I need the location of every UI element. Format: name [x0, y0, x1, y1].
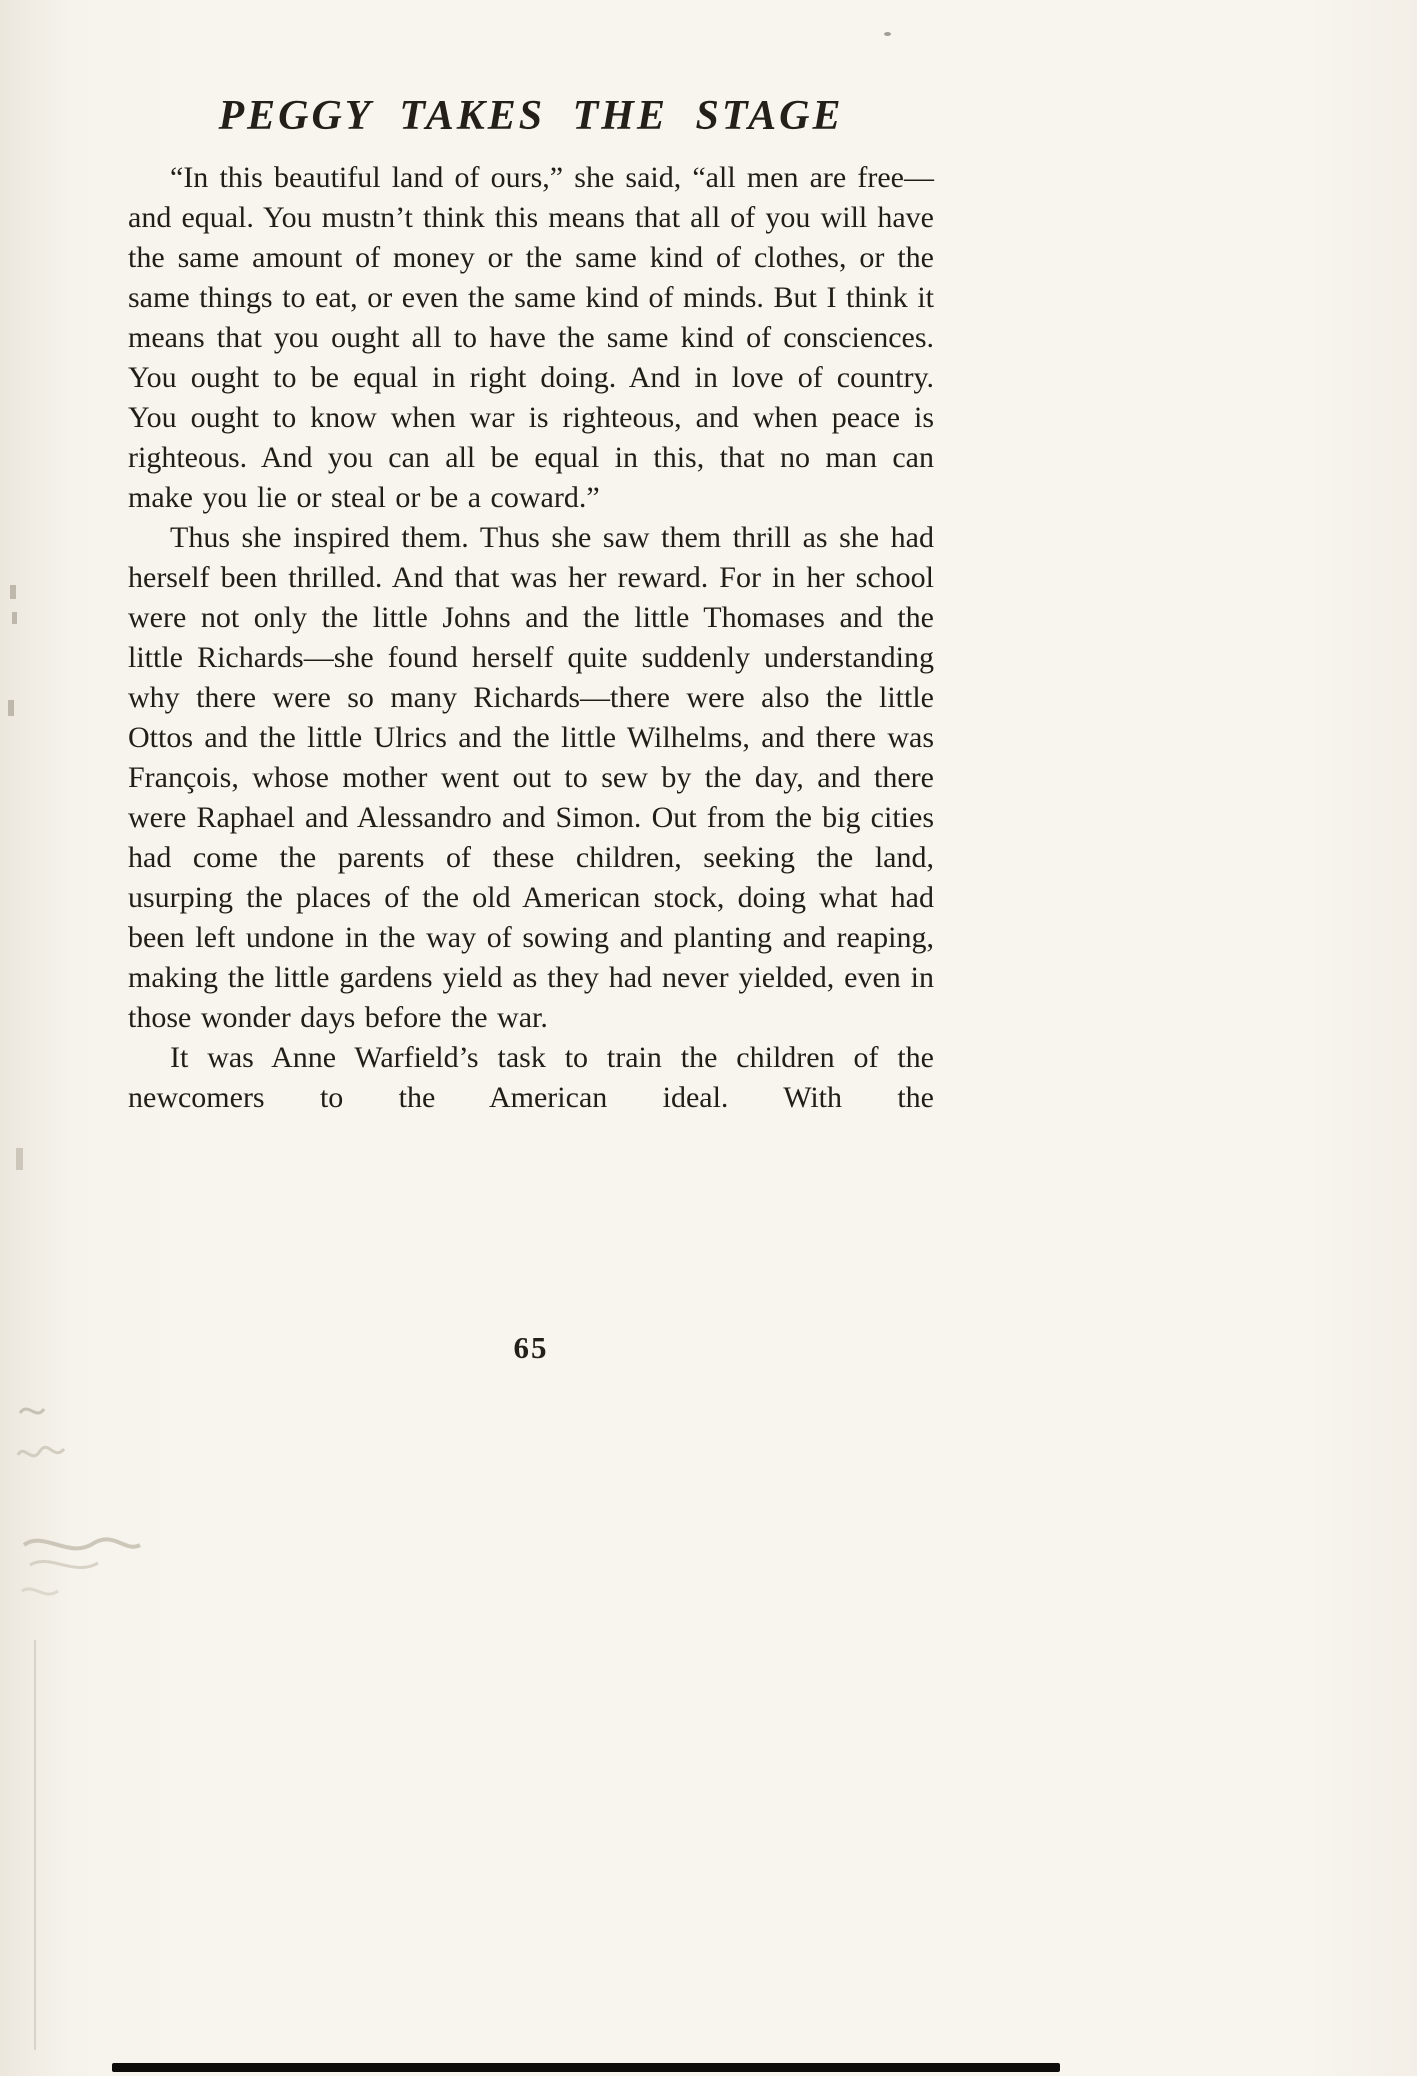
scan-artifact — [12, 612, 17, 624]
page-number: 65 — [513, 1330, 549, 1365]
scan-artifact — [884, 32, 891, 36]
page-body — [128, 158, 934, 1118]
scan-artifact — [10, 585, 16, 599]
paragraph: “In this beautiful land of ours,” she said, “all men are free—and equal. You mustn’t think this means that all of you will have the same amount of money or the same kind of clothes, or the same things to eat, or even the same kind of minds. But I think it means that you ought all to have the same kind of consciences. You ought to be equal in right doing. And in love of country. You ought to know when war is righteous, and when peace is righteous. And you can all be equal in this, that no man can make you lie or steal or be a coward.” — [128, 161, 934, 514]
scan-artifact — [8, 700, 14, 716]
scan-artifact — [34, 1640, 36, 2050]
scan-artifact — [16, 1148, 23, 1170]
scan-edge-line — [112, 2063, 1060, 2072]
paragraph: It was Anne Warfield’s task to train the children of the newcomers to the American ideal. With the — [128, 1041, 934, 1114]
pencil-scribble — [14, 1395, 154, 1615]
running-header: PEGGY TAKES THE STAGE — [218, 93, 844, 139]
paragraph: Thus she inspired them. Thus she saw them thrill as she had herself been thrilled. And that was her reward. For in her school were not only the little Johns and the little Thomases and the little Richards—she found herself quite suddenly understanding why there were so many Richards—there were also the little Ottos and the little Ulrics and the little Wilhelms, and there was François, whose mother went out to sew by the day, and there were Raphael and Alessandro and Simon. Out from the big cities had come the parents of these children, seeking the land, usurping the places of the old American stock, doing what had been left undone in the way of sowing and planting and reaping, making the little gardens yield as they had never yielded, even in those wonder days before the war. — [128, 521, 934, 1034]
